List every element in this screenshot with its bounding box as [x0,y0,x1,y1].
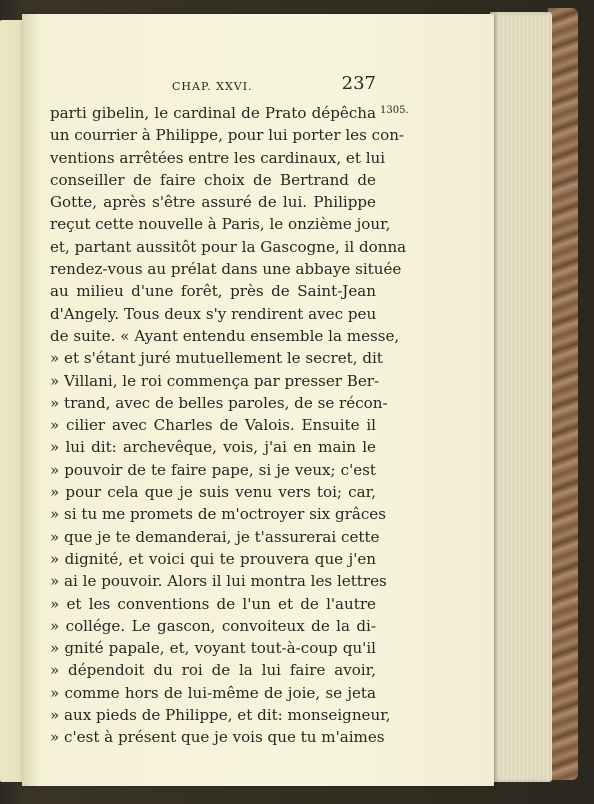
text-line: » et s'étant juré mutuellement le secret, dit [50,349,383,368]
text-line: » lui dit: archevêque, vois, j'ai en main le [50,438,376,457]
text-line: » que je te demanderai, je t'assurerai cette [50,527,380,546]
text-line: d'Angely. Tous deux s'y rendirent avec peu [50,304,377,323]
text-line: » ai le pouvoir. Alors il lui montra les lettres [50,572,387,591]
text-line: et, partant aussitôt pour la Gascogne, il donna [50,237,407,256]
text-line: conseiller de faire choix de Bertrand de [50,170,376,189]
page-number: 237 [341,73,376,94]
text-line: rendez-vous au prélat dans une abbaye située [50,260,402,279]
running-head [50,73,376,100]
text-line: reçut cette nouvelle à Paris, le onzième jour, [50,215,391,234]
text-line: » pouvoir de te faire pape, si je veux; c'est [50,460,376,479]
margin-year-note: 1305. [380,105,409,116]
text-line: » collége. Le gascon, convoiteux de la di- [50,616,376,635]
text-line: un courrier à Philippe, pour lui porter les con- [50,126,405,145]
text-line: » trand, avec de belles paroles, de se récon- [50,393,388,412]
text-line: » aux pieds de Philippe, et dit: monseigneur, [50,706,391,725]
text-line: au milieu d'une forêt, près de Saint-Jean [50,282,376,301]
text-line: » Villani, le roi commença par presser Ber- [50,371,380,390]
text-line: Gotte, après s'être assuré de lui. Philippe [50,193,376,212]
text-line: » c'est à présent que je vois que tu m'aimes [50,728,385,747]
text-line: » et les conventions de l'un et de l'autre [50,594,376,613]
text-line: » si tu me promets de m'octroyer six grâces [50,505,386,524]
text-line: » dépendoit du roi de la lui faire avoir, [50,661,376,680]
text-line: » comme hors de lui-même de joie, se jeta [50,683,376,702]
text-line: » cilier avec Charles de Valois. Ensuite il [50,416,376,435]
book-cover-edge [548,8,578,780]
text-line: parti gibelin, le cardinal de Prato dépêcha [50,104,376,122]
text-line: » dignité, et voici qui te prouvera que j'en [50,549,376,568]
page-edges [490,12,552,782]
text-line: de suite. « Ayant entendu ensemble la messe, [50,326,400,345]
text-line: » pour cela que je suis venu vers toi; car, [50,483,376,502]
chapter-heading: CHAP. XXVI. [172,80,253,93]
text-line: ventions arrêtées entre les cardinaux, et lui [50,148,386,167]
text-line: » gnité papale, et, voyant tout-à-coup qu'il [50,639,376,658]
